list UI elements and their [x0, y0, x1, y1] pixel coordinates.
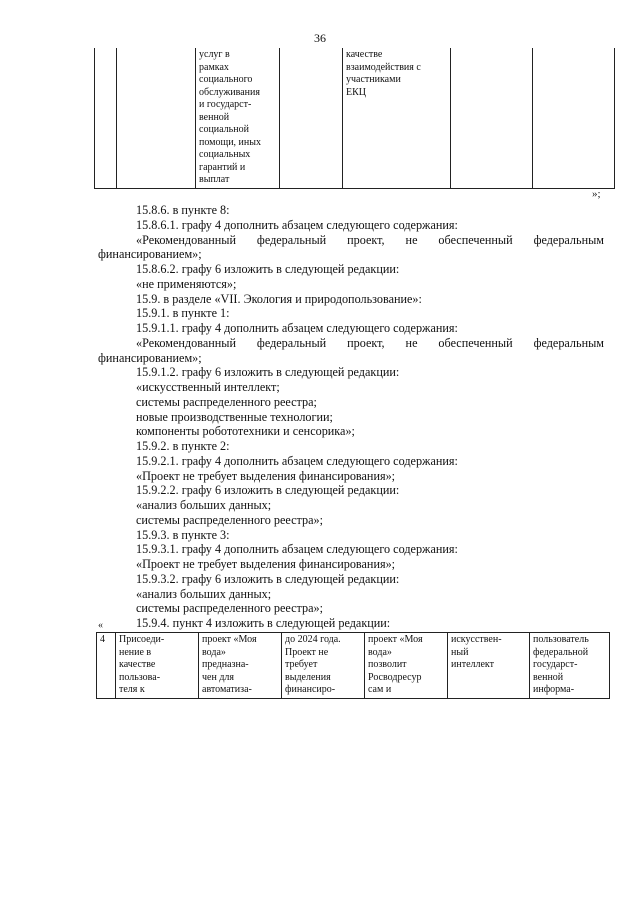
cell-text-line: проект «Моя — [202, 634, 257, 645]
table-row — [97, 633, 610, 699]
table-cell — [196, 48, 280, 189]
cell-text-line: качестве — [346, 49, 383, 60]
paragraph-line: компоненты робототехники и сенсорика»; — [136, 424, 355, 439]
paragraph-line: 15.8.6.1. графу 4 дополнить абзацем следующего содержания: — [136, 217, 458, 232]
paragraph-line: системы распределенного реестра; — [136, 394, 317, 409]
paragraph-line: 15.9.3.2. графу 6 изложить в следующей редакции: — [136, 571, 400, 586]
paragraph-line: 15.9.1.1. графу 4 дополнить абзацем следующего содержания: — [136, 321, 458, 335]
cell-text-line: услуг в — [199, 49, 230, 60]
cell-text-line: информа- — [533, 684, 575, 695]
table-cell — [530, 633, 610, 699]
cell-text-line: социального — [199, 74, 253, 85]
paragraph-line: «Рекомендованный федеральный проект, не обеспеченный федеральным — [136, 335, 604, 350]
cell-text-line: Присоеди- — [119, 634, 165, 645]
paragraph-line: новые производственные технологии; — [136, 409, 333, 424]
cell-text-line: взаимодействия с — [346, 61, 421, 73]
cell-text-line: Росводресур — [368, 671, 422, 683]
paragraph-line: финансированием»; — [98, 350, 202, 365]
cell-text-line: автоматиза- — [202, 684, 252, 695]
paragraph-line: 15.9.4. пункт 4 изложить в следующей редакции: — [136, 616, 391, 630]
table-cell — [95, 48, 117, 189]
new-row-table — [96, 632, 610, 699]
closing-quote: »; — [592, 188, 601, 200]
table-cell — [117, 48, 196, 189]
cell-text-line: вода» — [368, 646, 392, 658]
cell-text-line: социальных — [199, 149, 251, 160]
cell-text-line: ный — [451, 646, 469, 658]
paragraph-line: 15.9.2.1. графу 4 дополнить абзацем следующего содержания: — [136, 453, 458, 468]
paragraph-line: «не применяются»; — [136, 276, 237, 291]
table-cell — [97, 633, 116, 699]
cell-text-line: предназна- — [202, 659, 249, 670]
cell-text-line: интеллект — [451, 659, 495, 670]
cell-text-line: до 2024 года. — [285, 634, 341, 645]
cell-text-line: выплат — [199, 174, 230, 185]
paragraph-line: «Проект не требует выделения финансирования»; — [136, 557, 396, 571]
cell-text-line: ЕКЦ — [346, 86, 366, 98]
paragraph-line: системы распределенного реестра»; — [136, 601, 323, 616]
cell-text-line: нение в — [119, 646, 152, 658]
table-cell — [533, 48, 615, 189]
table-cell — [451, 48, 533, 189]
table-cell — [199, 633, 282, 699]
cell-text-line: финансиро- — [285, 684, 336, 695]
table-row — [95, 48, 615, 189]
cell-text-line: выделения — [285, 671, 331, 683]
paragraph-line: 15.9.1. в пункте 1: — [136, 306, 230, 321]
paragraph-line: 15.9.2. в пункте 2: — [136, 439, 230, 453]
cell-text-line: позволит — [368, 659, 407, 670]
paragraph-line: «Проект не требует выделения финансирования»; — [136, 468, 396, 483]
cell-text-line: теля к — [119, 684, 145, 695]
opening-quote: « — [98, 620, 103, 631]
paragraph-line: 15.9.2.2. графу 6 изложить в следующей редакции: — [136, 483, 400, 498]
cell-text-line: 4 — [100, 634, 105, 645]
cell-text-line: пользова- — [119, 671, 161, 683]
cell-text-line: и государст- — [199, 99, 252, 110]
paragraph-line: 15.9.1.2. графу 6 изложить в следующей редакции: — [136, 365, 400, 380]
cell-text-line: рамках — [199, 61, 229, 73]
paragraph-line: 15.9.3. в пункте 3: — [136, 527, 230, 542]
paragraph-line: финансированием»; — [98, 247, 202, 262]
paragraph-line: системы распределенного реестра»; — [136, 512, 323, 527]
cell-text-line: помощи, иных — [199, 136, 261, 148]
cell-text-line: чен для — [202, 671, 234, 683]
table-cell — [448, 633, 530, 699]
paragraph-line: 15.8.6.2. графу 6 изложить в следующей редакции: — [136, 262, 400, 276]
cell-text-line: федеральной — [533, 646, 589, 658]
paragraph-line: 15.9.3.1. графу 4 дополнить абзацем следующего содержания: — [136, 542, 458, 557]
cell-text-line: Проект не — [285, 646, 329, 658]
cell-text-line: участниками — [346, 74, 401, 85]
cell-text-line: вода» — [202, 646, 226, 658]
table-cell — [116, 633, 199, 699]
cell-text-line: гарантий и — [199, 161, 246, 173]
paragraph-line: 15.8.6. в пункте 8: — [136, 203, 230, 217]
paragraph-line: «искусственный интеллект; — [136, 380, 280, 394]
cell-text-line: венной — [533, 671, 564, 683]
cell-text-line: обслуживания — [199, 86, 260, 98]
page-number: 36 — [314, 31, 326, 45]
paragraph-line: «анализ больших данных; — [136, 586, 272, 601]
paragraph-line: «анализ больших данных; — [136, 498, 272, 512]
table-cell — [343, 48, 451, 189]
cell-text-line: требует — [285, 659, 318, 670]
cell-text-line: социальной — [199, 124, 249, 135]
cell-text-line: государст- — [533, 659, 578, 670]
table-cell — [280, 48, 343, 189]
cell-text-line: проект «Моя — [368, 634, 423, 645]
cell-text-line: качестве — [119, 659, 156, 670]
cell-text-line: пользователь — [533, 634, 589, 645]
paragraph-line: 15.9. в разделе «VII. Экология и природопользование»: — [136, 291, 422, 306]
table-cell — [282, 633, 365, 699]
paragraph-line: «Рекомендованный федеральный проект, не обеспеченный федеральным — [136, 232, 604, 247]
table-cell — [365, 633, 448, 699]
continued-table — [94, 48, 615, 189]
cell-text-line: искусствен- — [451, 634, 502, 645]
cell-text-line: сам и — [368, 684, 392, 695]
cell-text-line: венной — [199, 111, 230, 123]
